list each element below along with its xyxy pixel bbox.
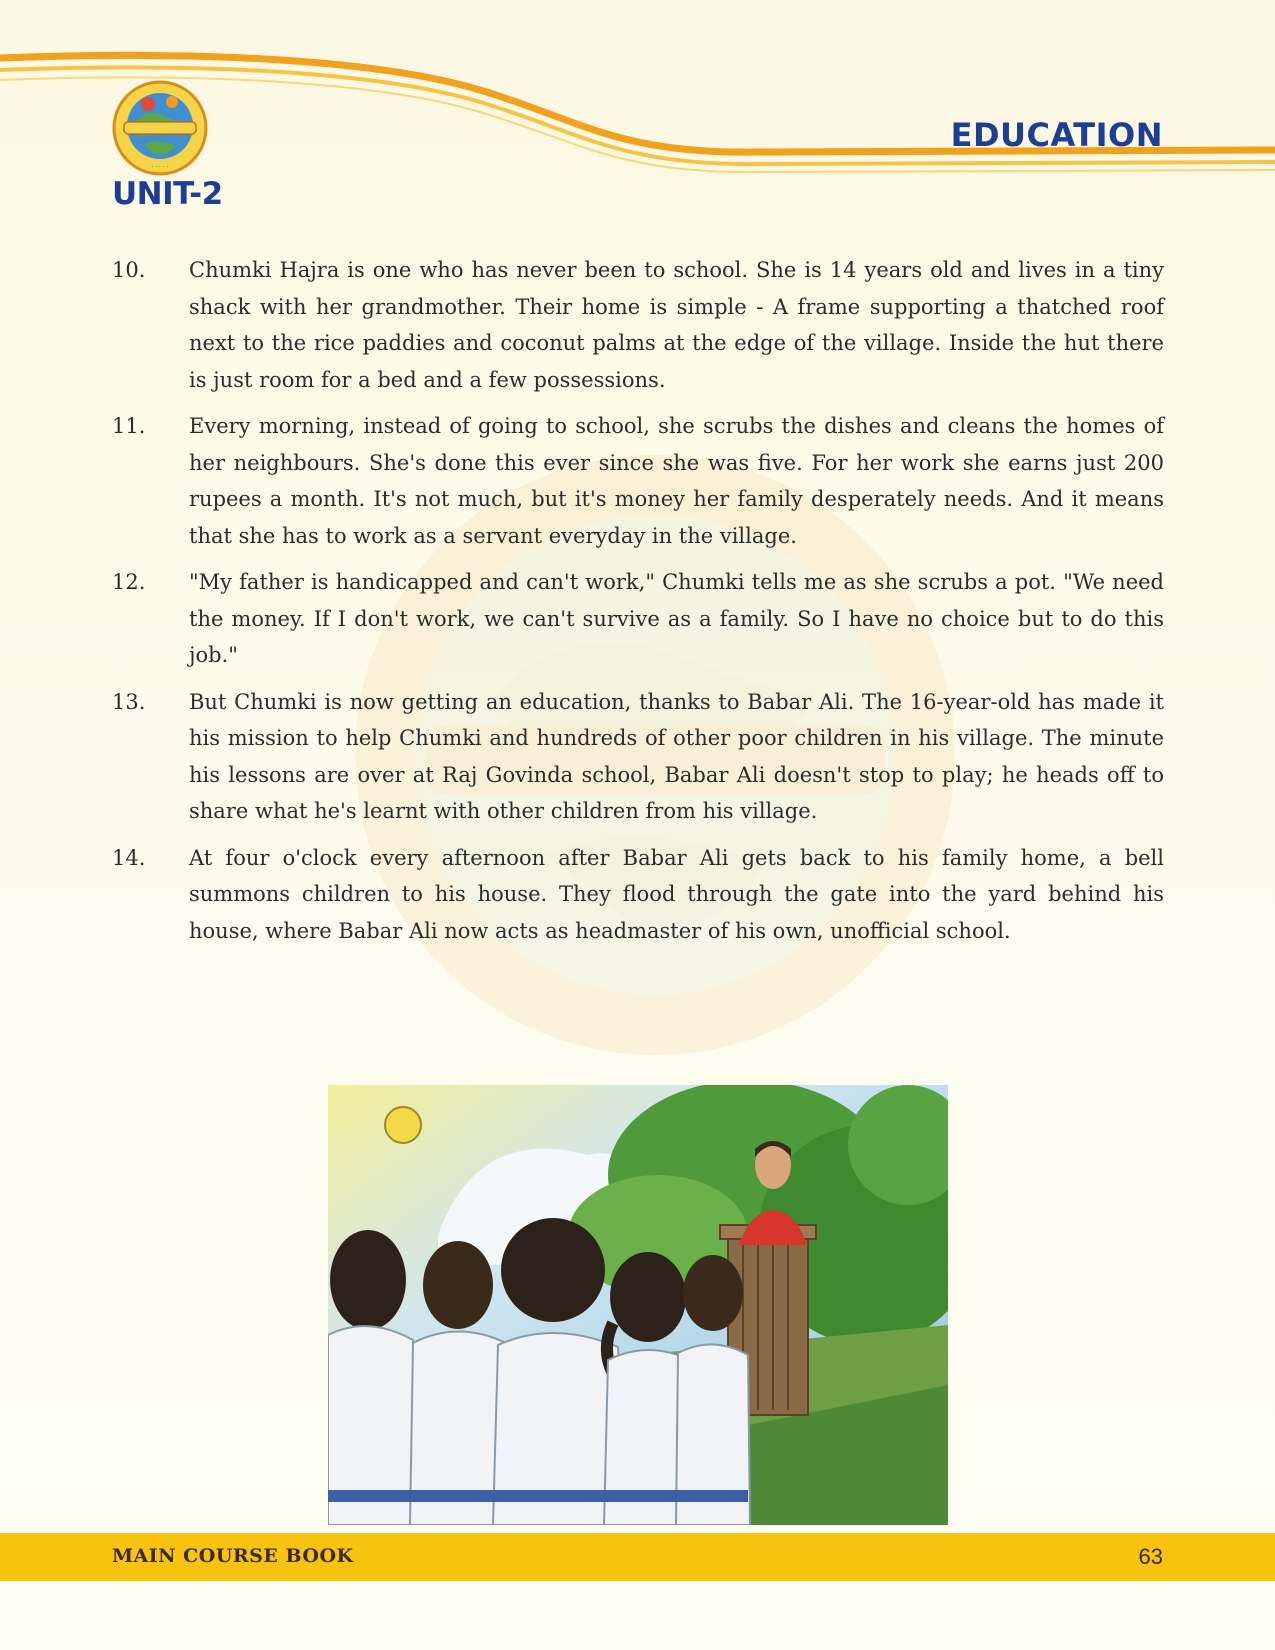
svg-text:· · · · ·: · · · · · (151, 164, 169, 171)
footer-book-title: MAIN COURSE BOOK (112, 1545, 354, 1567)
paragraph-number: 11. (112, 414, 146, 438)
paragraph (112, 252, 1164, 398)
cbse-logo (110, 78, 210, 178)
paragraph-number: 14. (112, 845, 146, 870)
paragraph-text: At four o'clock every afternoon after Babar Ali gets back to his family home, a bell summons children to his house. They flood through the gate into the yard behind his house, where Babar Ali now acts as headmaster of his own, unofficial school. (189, 845, 1164, 943)
paragraph-number: 13. (112, 689, 146, 714)
paragraph-number: 12. (112, 570, 146, 594)
paragraph-text: But Chumki is now getting an education, thanks to Babar Ali. The 16-year-old has made it his mission to help Chumki and hundreds of other poor children in his village. The minute his lessons are over at Raj Govinda school, Babar Ali doesn't stop to play; he heads off to share what he's learnt with other children from his village. (189, 689, 1164, 823)
unit-label: UNIT-2 (112, 176, 223, 212)
paragraph-text: Chumki Hajra is one who has never been to school. She is 14 years old and lives in a tiny shack with her grandmother. Their home is simple - A frame supporting a thatched roof next to the rice paddies and coconut palms at the edge of the village. Inside the hut there is just room for a bed and a few possessions. (189, 258, 1164, 392)
main-text (112, 252, 1164, 959)
chapter-title: EDUCATION (950, 116, 1163, 154)
paragraph (112, 408, 1164, 554)
paragraph (112, 564, 1164, 674)
paragraph (112, 840, 1164, 950)
paragraph-number: 10. (112, 258, 146, 282)
illustration-outdoor-class (328, 1085, 948, 1525)
paragraph-text: "My father is handicapped and can't work," Chumki tells me as she scrubs a pot. "We need the money. If I don't work, we can't survive as a family. So I have no choice but to do this job." (189, 570, 1164, 667)
paragraph (112, 684, 1164, 830)
page-number: 63 (1138, 1544, 1163, 1569)
paragraph-text: Every morning, instead of going to school, she scrubs the dishes and cleans the homes of her neighbours. She's done this ever since she was five. For her work she earns just 200 rupees a month. It's not much, but it's money her family desperately needs. And it means that she has to work as a servant everyday in the village. (189, 414, 1164, 548)
